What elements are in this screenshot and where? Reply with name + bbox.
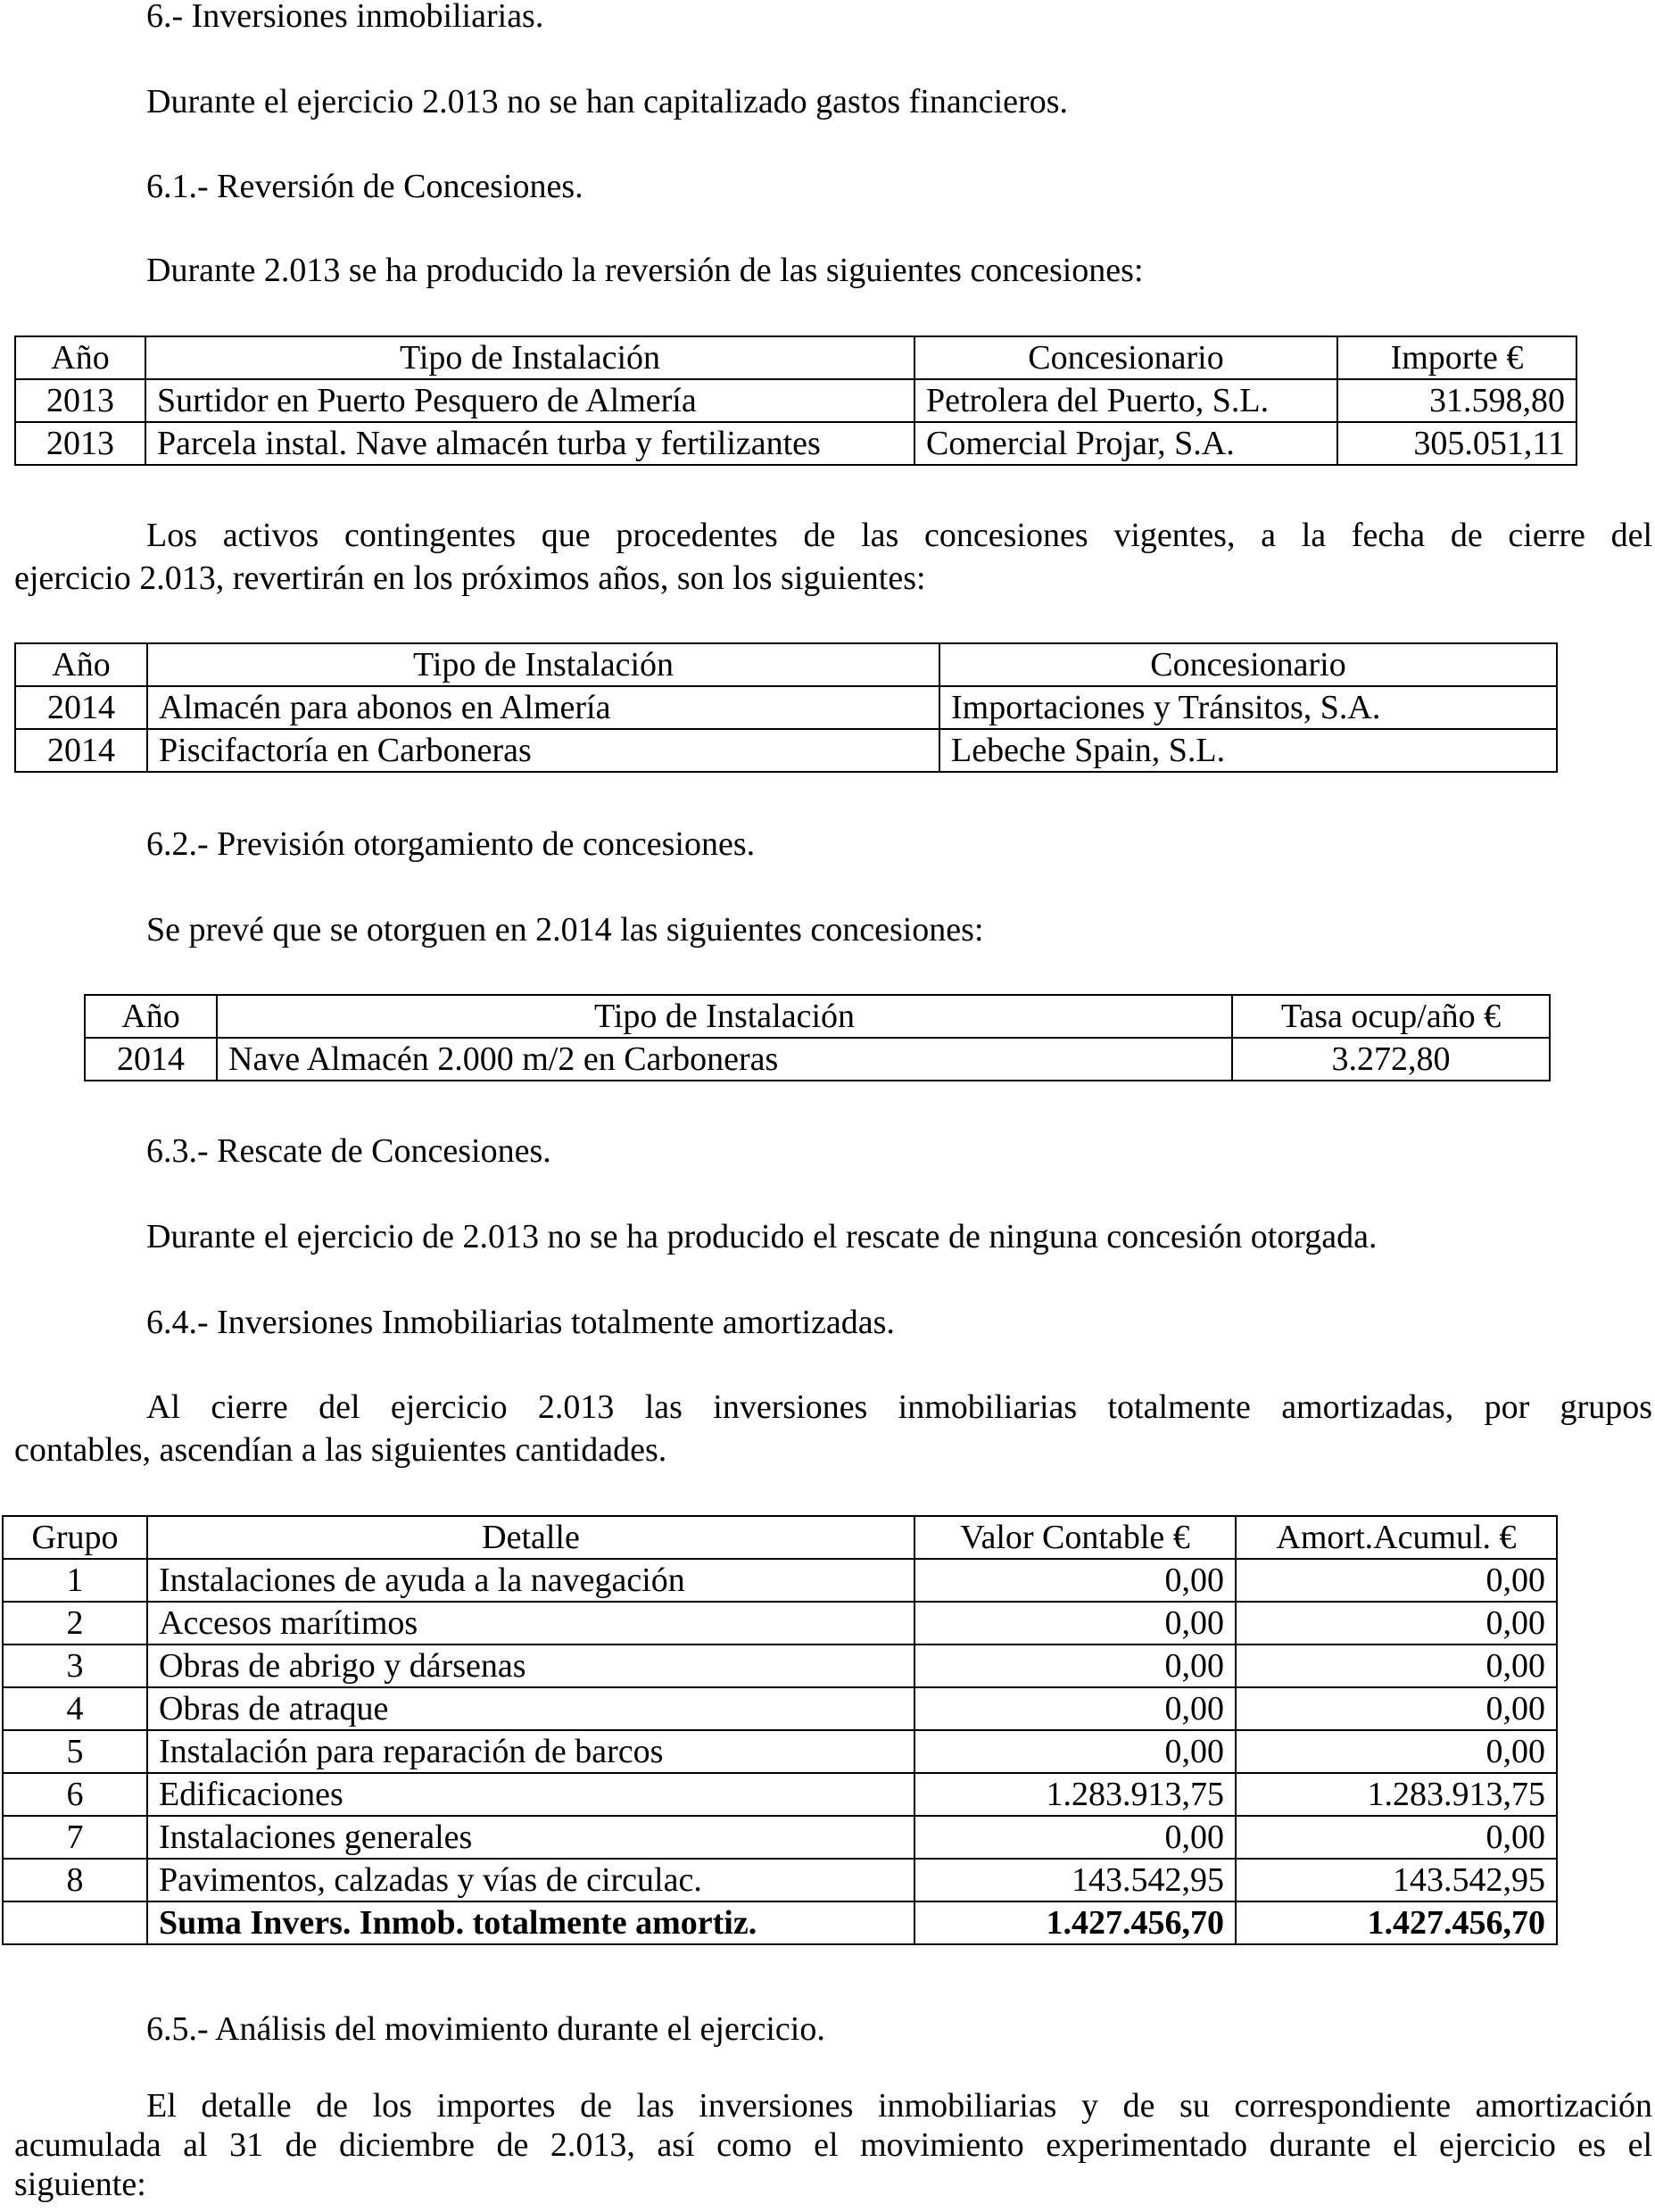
- paragraph-line: Los activos contingentes que procedentes de las concesiones vigentes, a la fecha de cierre del: [146, 517, 1652, 554]
- table-cell: 1.283.913,75: [1236, 1773, 1557, 1816]
- table-row: [3, 1859, 1557, 1901]
- header-cell: Tasa ocup/año €: [1232, 995, 1550, 1038]
- table-cell: 0,00: [914, 1730, 1236, 1773]
- table-cell: 0,00: [914, 1687, 1236, 1730]
- table-row: [3, 1730, 1557, 1773]
- section-6-3-text: Durante el ejercicio de 2.013 no se ha producido el rescate de ninguna concesión otorgada.: [146, 1218, 1378, 1255]
- table-cell: Obras de abrigo y dársenas: [147, 1645, 914, 1687]
- amortized-paragraph: [14, 1386, 1652, 1471]
- section-6-2-text: Se prevé que se otorguen en 2.014 las siguientes concesiones:: [146, 911, 984, 949]
- table-cell: 1.427.456,70: [1236, 1901, 1557, 1944]
- table-cell: 2014: [85, 1038, 217, 1081]
- table-cell: Almacén para abonos en Almería: [147, 686, 939, 729]
- table-cell: 1.427.456,70: [914, 1901, 1236, 1944]
- table-cell: 143.542,95: [914, 1859, 1236, 1901]
- table-row: [3, 1602, 1557, 1645]
- table-header-row: [15, 643, 1557, 686]
- table-cell: Edificaciones: [147, 1773, 914, 1816]
- contingent-paragraph: [14, 514, 1652, 600]
- table-cell: Lebeche Spain, S.L.: [939, 729, 1557, 772]
- header-cell: Grupo: [3, 1516, 147, 1559]
- section-6-1-text: Durante 2.013 se ha producido la reversión de las siguientes concesiones:: [146, 252, 1144, 289]
- section-6-4-title: 6.4.- Inversiones Inmobiliarias totalmente amortizadas.: [146, 1304, 895, 1341]
- table-cell: Comercial Projar, S.A.: [914, 422, 1337, 465]
- table-row: [3, 1559, 1557, 1602]
- table-cell: 0,00: [1236, 1645, 1557, 1687]
- table-cell: Piscifactoría en Carboneras: [147, 729, 939, 772]
- table-row: [3, 1687, 1557, 1730]
- table-cell: 305.051,11: [1337, 422, 1576, 465]
- table-cell: 8: [3, 1859, 147, 1901]
- table-total-row: [3, 1901, 1557, 1944]
- header-cell: Año: [15, 643, 147, 686]
- header-cell: Amort.Acumul. €: [1236, 1516, 1557, 1559]
- header-cell: Año: [85, 995, 217, 1038]
- table-cell: Obras de atraque: [147, 1687, 914, 1730]
- table-cell: [3, 1901, 147, 1944]
- amortized-table: [2, 1515, 1558, 1945]
- movement-paragraph: [14, 2086, 1652, 2204]
- header-cell: Tipo de Instalación: [217, 995, 1232, 1038]
- table-cell: 0,00: [1236, 1559, 1557, 1602]
- contingent-table: [14, 642, 1558, 773]
- table-cell: 2014: [15, 686, 147, 729]
- table-cell: Suma Invers. Inmob. totalmente amortiz.: [147, 1901, 914, 1944]
- table-cell: 2: [3, 1602, 147, 1645]
- table-row: [3, 1816, 1557, 1859]
- table-cell: Parcela instal. Nave almacén turba y fertilizantes: [145, 422, 914, 465]
- section-6-2-title: 6.2.- Previsión otorgamiento de concesiones.: [146, 825, 756, 863]
- table-cell: 7: [3, 1816, 147, 1859]
- table-row: [15, 729, 1557, 772]
- table-cell: Surtidor en Puerto Pesquero de Almería: [145, 379, 914, 422]
- table-cell: 2013: [15, 379, 145, 422]
- header-cell: Tipo de Instalación: [147, 643, 939, 686]
- header-cell: Concesionario: [939, 643, 1557, 686]
- table-cell: 6: [3, 1773, 147, 1816]
- table-cell: Accesos marítimos: [147, 1602, 914, 1645]
- table-cell: 0,00: [1236, 1816, 1557, 1859]
- table-cell: 143.542,95: [1236, 1859, 1557, 1901]
- table-row: [3, 1645, 1557, 1687]
- table-cell: 0,00: [914, 1816, 1236, 1859]
- table-cell: 0,00: [1236, 1602, 1557, 1645]
- table-row: [85, 1038, 1550, 1081]
- table-cell: 31.598,80: [1337, 379, 1576, 422]
- table-header-row: [15, 336, 1576, 379]
- table-cell: 5: [3, 1730, 147, 1773]
- table-cell: 2013: [15, 422, 145, 465]
- header-cell: Importe €: [1337, 336, 1576, 379]
- section-6-text: Durante el ejercicio 2.013 no se han capitalizado gastos financieros.: [146, 83, 1068, 120]
- table-row: [3, 1773, 1557, 1816]
- paragraph-line: acumulada al 31 de diciembre de 2.013, así como el movimiento experimentado durante el ejercicio es el: [14, 2126, 1652, 2164]
- header-cell: Valor Contable €: [914, 1516, 1236, 1559]
- table-header-row: [85, 995, 1550, 1038]
- table-cell: 1: [3, 1559, 147, 1602]
- forecast-table: [84, 994, 1551, 1081]
- paragraph-line: siguiente:: [14, 2166, 146, 2203]
- table-row: [15, 422, 1576, 465]
- section-6-title: 6.- Inversiones inmobiliarias.: [146, 0, 544, 35]
- section-6-3-title: 6.3.- Rescate de Concesiones.: [146, 1132, 551, 1170]
- header-cell: Año: [15, 336, 145, 379]
- paragraph-line: El detalle de los importes de las inversiones inmobiliarias y de su correspondiente amortización: [146, 2087, 1652, 2125]
- table-cell: 3: [3, 1645, 147, 1687]
- table-cell: Petrolera del Puerto, S.L.: [914, 379, 1337, 422]
- table-row: [15, 686, 1557, 729]
- table-row: [15, 379, 1576, 422]
- paragraph-line: ejercicio 2.013, revertirán en los próximos años, son los siguientes:: [14, 559, 926, 597]
- paragraph-line: contables, ascendían a las siguientes cantidades.: [14, 1431, 667, 1469]
- table-cell: Pavimentos, calzadas y vías de circulac.: [147, 1859, 914, 1901]
- reversion-table: [14, 336, 1577, 466]
- table-cell: Importaciones y Tránsitos, S.A.: [939, 686, 1557, 729]
- table-cell: 0,00: [1236, 1730, 1557, 1773]
- table-cell: 2014: [15, 729, 147, 772]
- table-header-row: [3, 1516, 1557, 1559]
- paragraph-line: Al cierre del ejercicio 2.013 las inversiones inmobiliarias totalmente amortizadas, por grupos: [146, 1388, 1652, 1426]
- table-cell: 0,00: [1236, 1687, 1557, 1730]
- header-cell: Concesionario: [914, 336, 1337, 379]
- table-cell: 1.283.913,75: [914, 1773, 1236, 1816]
- table-cell: 4: [3, 1687, 147, 1730]
- table-cell: 0,00: [914, 1645, 1236, 1687]
- section-6-5-title: 6.5.- Análisis del movimiento durante el ejercicio.: [146, 2010, 825, 2048]
- section-6-1-title: 6.1.- Reversión de Concesiones.: [146, 168, 583, 205]
- table-cell: 3.272,80: [1232, 1038, 1550, 1081]
- header-cell: Tipo de Instalación: [145, 336, 914, 379]
- header-cell: Detalle: [147, 1516, 914, 1559]
- table-cell: Nave Almacén 2.000 m/2 en Carboneras: [217, 1038, 1232, 1081]
- table-cell: 0,00: [914, 1602, 1236, 1645]
- table-cell: 0,00: [914, 1559, 1236, 1602]
- table-cell: Instalación para reparación de barcos: [147, 1730, 914, 1773]
- table-cell: Instalaciones generales: [147, 1816, 914, 1859]
- table-cell: Instalaciones de ayuda a la navegación: [147, 1559, 914, 1602]
